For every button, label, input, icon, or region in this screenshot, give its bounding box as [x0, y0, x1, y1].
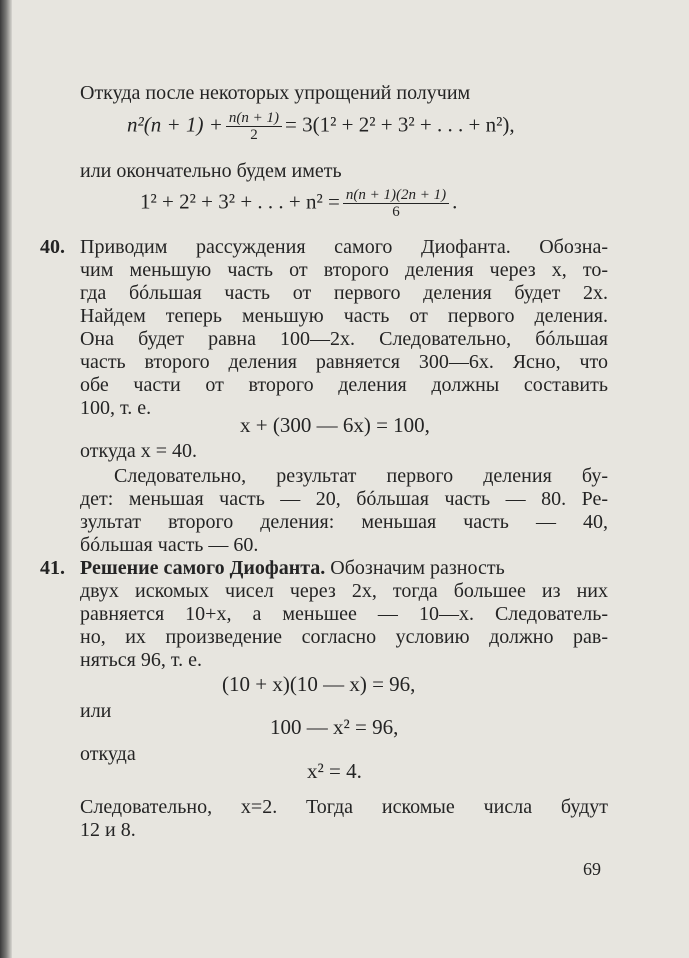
text-line: или: [80, 700, 112, 722]
problem-number-40: 40.: [40, 236, 65, 258]
text-line: бóльшая часть — 60.: [80, 534, 259, 556]
text-line: няться 96, т. е.: [80, 649, 202, 671]
text-line: 12 и 8.: [80, 819, 136, 841]
formula-41-product: (10 + x)(10 — x) = 96,: [222, 672, 416, 696]
page-number: 69: [583, 859, 601, 879]
text-line: чим меньшую часть от второго деления через x, то-: [80, 259, 608, 281]
formula-40: x + (300 — 6x) = 100,: [240, 413, 430, 437]
formula-left: n²(n + 1) +: [127, 112, 223, 137]
text-line: гда бóльшая часть от первого деления будет 2x.: [80, 282, 608, 304]
text-line: откуда: [80, 743, 136, 765]
formula-right: = 3(1² + 2² + 3² + . . . + n²),: [285, 112, 515, 137]
formula-sum-simplified: [127, 110, 515, 143]
text-line: часть второго деления равняется 300—6x. Ясно, что: [80, 351, 608, 373]
text-line: Найдем теперь меньшую часть от первого деления.: [80, 305, 608, 327]
text-line: [80, 557, 608, 580]
fraction: [343, 187, 449, 220]
text-line: откуда x = 40.: [80, 440, 197, 462]
text-line: Она будет равна 100—2x. Следовательно, бóльшая: [80, 328, 608, 350]
text-line: двух искомых чисел через 2x, тогда большее из них: [80, 580, 608, 602]
text-line: или окончательно будем иметь: [80, 160, 342, 182]
text-line: Откуда после некоторых упрощений получим: [80, 82, 471, 104]
problem-number-41: 41.: [40, 557, 65, 579]
fraction-numerator: n(n + 1)(2n + 1): [343, 187, 449, 204]
formula-left: 1² + 2² + 3² + . . . + n² =: [140, 189, 340, 214]
formula-41-result: x² = 4.: [307, 759, 362, 783]
text-span: Обозначим разность: [325, 557, 505, 579]
text-line: 100, т. е.: [80, 397, 152, 419]
text-line: Следовательно, результат первого деления бу-: [114, 465, 608, 487]
formula-sum-of-squares: [140, 187, 457, 220]
fraction: [226, 110, 282, 143]
fraction-denominator: 6: [392, 204, 400, 220]
text-line: но, их произведение согласно условию должно рав-: [80, 626, 608, 648]
text-line: обе части от второго деления должны составить: [80, 374, 608, 396]
text-line: зультат второго деления: меньшая часть — 40,: [80, 511, 608, 533]
fraction-denominator: 2: [250, 127, 258, 143]
text-line: Приводим рассуждения самого Диофанта. Обозна-: [80, 236, 608, 258]
text-line: дет: меньшая часть — 20, бóльшая часть — 80. Ре-: [80, 488, 608, 510]
formula-end: .: [452, 189, 458, 214]
text-line: Следовательно, x=2. Тогда искомые числа будут: [80, 796, 608, 818]
bold-lead: Решение самого Диофанта.: [80, 557, 326, 579]
fraction-numerator: n(n + 1): [226, 110, 282, 127]
formula-41-square: 100 — x² = 96,: [270, 715, 399, 739]
text-line: равняется 10+x, а меньшее — 10—x. Следователь-: [80, 603, 608, 625]
